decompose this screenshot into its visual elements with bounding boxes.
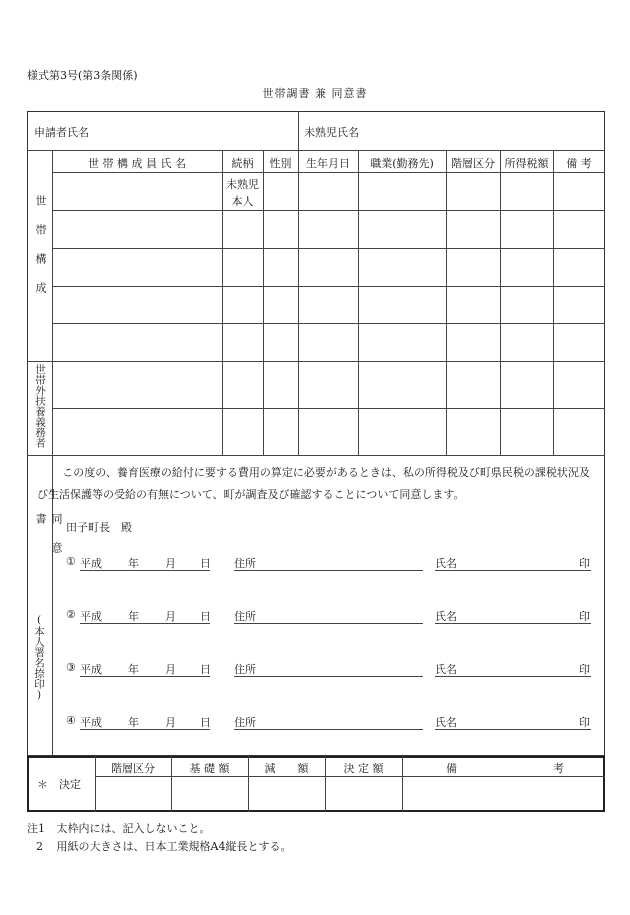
signature-row[interactable] xyxy=(66,661,590,679)
col-sex: 性別 xyxy=(269,157,292,170)
sig-month: 月 xyxy=(165,557,176,570)
sig-name-label: 氏名 xyxy=(435,557,457,570)
decision-col-base: 基 礎 額 xyxy=(189,762,230,775)
sig-day: 日 xyxy=(200,557,211,570)
note-2-text: 用紙の大きさは、日本工業規格A4縦長とする。 xyxy=(56,840,292,853)
sig-day: 日 xyxy=(200,610,211,623)
decision-col-reduction: 減 額 xyxy=(264,762,309,775)
sig-number: ① xyxy=(66,555,76,568)
sig-day: 日 xyxy=(200,716,211,729)
signature-row[interactable] xyxy=(66,555,590,573)
sig-era: 平成 xyxy=(80,557,102,570)
sig-month: 月 xyxy=(165,610,176,623)
sig-year: 年 xyxy=(128,663,139,676)
sig-address-label: 住所 xyxy=(234,610,256,623)
sig-address-label: 住所 xyxy=(234,716,256,729)
consent-statement: この度の、養育医療の給付に要する費用の算定に必要があるときは、私の所得税及び町県民税の課税状況及び生活保護等の受給の有無について、町が調査及び確認することについて同意します。 xyxy=(37,466,590,501)
sig-number: ② xyxy=(66,608,76,621)
sig-year: 年 xyxy=(128,716,139,729)
addressee: 田子町長 殿 xyxy=(66,521,132,534)
decision-col-tier: 階層区分 xyxy=(111,762,155,775)
sig-seal: 印 xyxy=(579,610,590,623)
consent-side-label: 同意書 xyxy=(34,513,63,571)
decision-label: ＊ 決定 xyxy=(37,778,81,791)
sig-name-label: 氏名 xyxy=(435,610,457,623)
household-side-label: 世帯構成 xyxy=(34,195,47,311)
relation-line-1: 未熟児 xyxy=(226,178,259,191)
sig-seal: 印 xyxy=(579,663,590,676)
note-2-number: 2 xyxy=(36,840,43,853)
sig-year: 年 xyxy=(128,557,139,570)
decision-col-remarks-1: 備 xyxy=(446,762,457,775)
sig-month: 月 xyxy=(165,716,176,729)
note-2 xyxy=(27,838,291,854)
col-income-tax: 所得税額 xyxy=(504,157,549,170)
col-remarks: 備 考 xyxy=(566,157,592,170)
note-1 xyxy=(27,820,211,836)
sig-name-label: 氏名 xyxy=(435,716,457,729)
note-1-number: 注1 xyxy=(27,822,45,835)
applicant-name-label: 申請者氏名 xyxy=(34,126,89,139)
sig-day: 日 xyxy=(200,663,211,676)
sig-era: 平成 xyxy=(80,716,102,729)
note-1-text: 太枠内には、記入しないこと。 xyxy=(56,822,211,835)
sig-address-label: 住所 xyxy=(234,557,256,570)
decision-col-remarks-2: 考 xyxy=(553,762,564,775)
sig-number: ④ xyxy=(66,714,76,727)
col-birthdate: 生年月日 xyxy=(306,157,350,170)
sig-seal: 印 xyxy=(579,557,590,570)
col-occupation: 職業(勤務先) xyxy=(370,157,434,170)
sig-name-label: 氏名 xyxy=(435,663,457,676)
sig-seal: 印 xyxy=(579,716,590,729)
signature-row[interactable] xyxy=(66,608,590,626)
sig-year: 年 xyxy=(128,610,139,623)
signature-row[interactable] xyxy=(66,714,590,732)
sig-number: ③ xyxy=(66,661,76,674)
col-member-name: 世 帯 構 成 員 氏 名 xyxy=(88,157,186,170)
col-relation: 続柄 xyxy=(231,157,254,170)
form-number: 様式第3号(第3条関係) xyxy=(27,69,138,82)
sig-month: 月 xyxy=(165,663,176,676)
form-frame xyxy=(27,111,605,756)
relation-line-2: 本人 xyxy=(231,195,254,208)
child-name-label: 未熟児氏名 xyxy=(304,126,359,139)
supporters-side-label: 世帯外扶養義務者 xyxy=(34,364,46,448)
consent-side-sublabel: (本人署名捺印) xyxy=(33,614,45,701)
sig-address-label: 住所 xyxy=(234,663,256,676)
document-title: 世帯調書 兼 同意書 xyxy=(262,87,368,100)
sig-era: 平成 xyxy=(80,610,102,623)
sig-era: 平成 xyxy=(80,663,102,676)
decision-col-decided: 決 定 額 xyxy=(343,762,384,775)
col-tier: 階層区分 xyxy=(451,157,495,170)
